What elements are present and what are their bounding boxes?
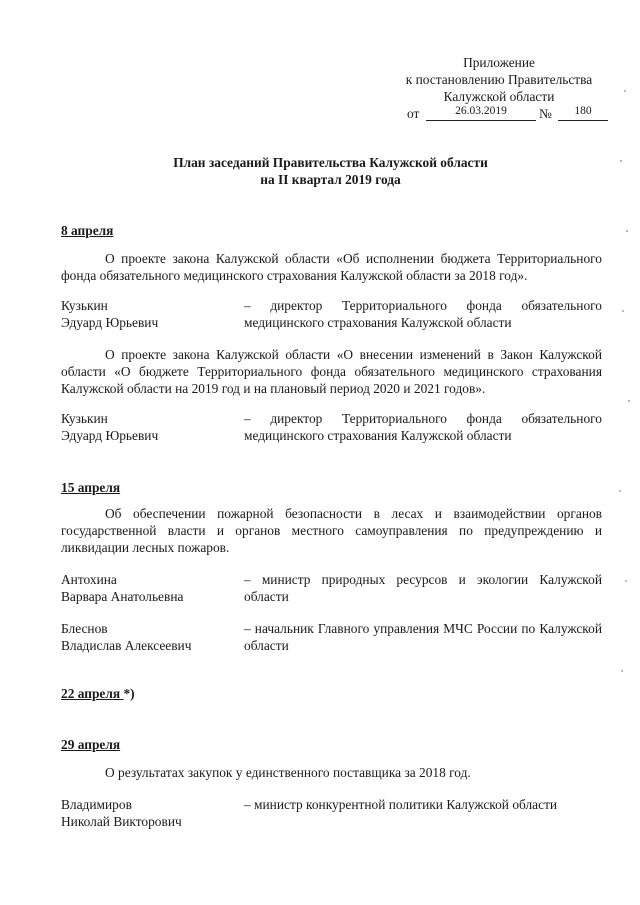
section-note: *) <box>123 686 135 701</box>
agenda-item-text: О результатах закупок у единственного поставщика за 2018 год. <box>105 765 471 780</box>
speaker-given-name: Эдуард Юрьевич <box>61 315 159 330</box>
document-title <box>60 154 601 188</box>
scan-noise <box>616 70 632 690</box>
speaker-given-name: Варвара Анатольевна <box>61 589 184 604</box>
section-date-29-april: 29 апреля <box>61 737 121 752</box>
section-date-15-april: 15 апреля <box>61 480 121 495</box>
appendix-number: 180 <box>558 103 608 121</box>
appendix-resolution: к постановлению Правительства <box>405 72 593 87</box>
speaker-surname: Кузькин <box>61 298 108 313</box>
appendix-block <box>390 54 608 122</box>
title-line-1: План заседаний Правительства Калужской области <box>173 155 488 170</box>
speaker-role: – начальник Главного управления МЧС России по Калужской области <box>244 621 602 653</box>
speaker-name <box>61 410 236 444</box>
section-date-22-april-row <box>61 685 135 702</box>
title-line-2: на II квартал 2019 года <box>260 172 401 187</box>
section-date-8-april: 8 апреля <box>61 223 114 238</box>
agenda-item-text: О проекте закона Калужской области «О внесении изменений в Закон Калужской области «О бюджете Территориального фонда обязательного медицинского страхования Калужской области на 2019 год и на плановый период 2020 и 2021 годов». <box>61 347 602 396</box>
speaker-surname: Антохина <box>61 572 117 587</box>
speaker-role: – директор Территориального фонда обязательного медицинского страхования Калужской области <box>244 298 602 330</box>
appendix-title: Приложение <box>463 55 535 70</box>
speaker-name <box>61 297 236 331</box>
speaker-surname: Кузькин <box>61 411 108 426</box>
speaker-surname: Владимиров <box>61 797 132 812</box>
speaker-surname: Блеснов <box>61 621 108 636</box>
appendix-date: 26.03.2019 <box>426 103 536 121</box>
agenda-item-text: О проекте закона Калужской области «Об исполнении бюджета Территориального фонда обязательного медицинского страхования Калужской области за 2018 год». <box>61 251 602 283</box>
speaker-name <box>61 571 236 605</box>
speaker-given-name: Николай Викторович <box>61 814 182 829</box>
appendix-number-sign: № <box>539 106 552 121</box>
appendix-date-line <box>390 105 608 122</box>
speaker-name <box>61 620 236 654</box>
speaker-given-name: Эдуард Юрьевич <box>61 428 159 443</box>
speaker-role: – министр природных ресурсов и экологии Калужской области <box>244 572 602 604</box>
speaker-role: – директор Территориального фонда обязательного медицинского страхования Калужской области <box>244 411 602 443</box>
speaker-name <box>61 796 236 830</box>
appendix-region: Калужской области <box>443 89 555 104</box>
agenda-item-text: Об обеспечении пожарной безопасности в лесах и взаимодействии органов государственной власти и органов местного самоуправления по предупреждению и ликвидации лесных пожаров. <box>61 506 602 555</box>
appendix-ot-label: от <box>407 106 420 121</box>
section-date-22-april: 22 апреля <box>61 686 121 701</box>
speaker-given-name: Владислав Алексеевич <box>61 638 192 653</box>
speaker-role: – министр конкурентной политики Калужской области <box>244 797 558 812</box>
